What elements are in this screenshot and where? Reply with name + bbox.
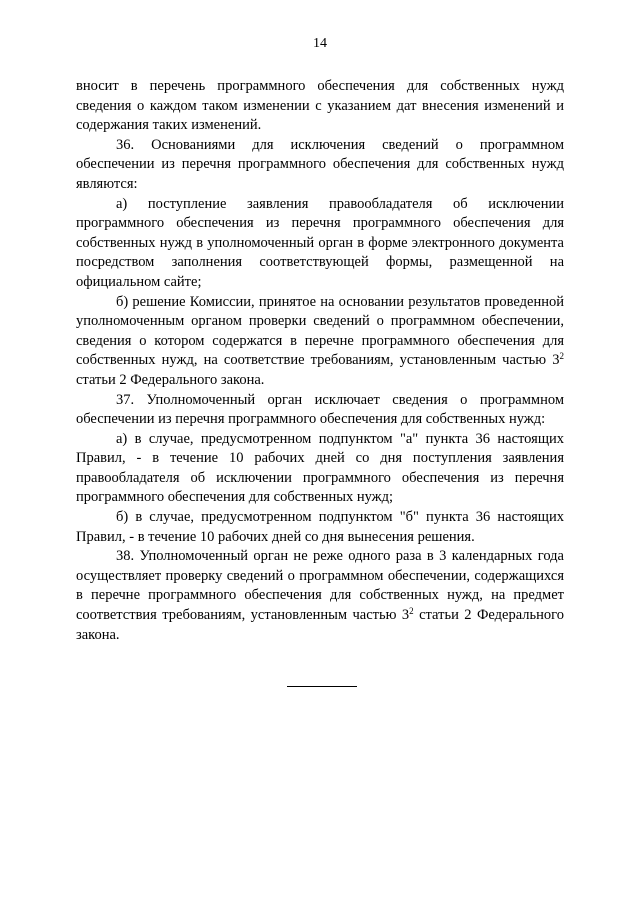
paragraph-36: 36. Основаниями для исключения сведений о программном обеспечении из перечня программного обеспечения для собственных нужд являются: (76, 136, 564, 192)
paragraph-38-tail: статьи 2 Федерального закона. (76, 607, 564, 643)
paragraph-37-a: а) в случае, предусмотренном подпунктом "а" пункта 36 настоящих Правил, - в течение 10 рабочих дней со дня поступления заявления правообладателя об исключении программного обеспечения из перечня программного обеспечения для собственных нужд; (76, 430, 564, 506)
paragraph-37: 37. Уполномоченный орган исключает сведения о программном обеспечении из перечня программного обеспечения для собственных нужд: (76, 391, 564, 428)
paragraph-37-b: б) в случае, предусмотренном подпунктом "б" пункта 36 настоящих Правил, - в течение 10 рабочих дней со дня вынесения решения. (76, 509, 564, 545)
paragraph-36-b (76, 293, 564, 391)
superscript: 2 (559, 351, 564, 362)
paragraph-38-text: 38. Уполномоченный орган не реже одного раза в 3 календарных года осуществляет проверку сведений о программном обеспечении, содержащихся в перечне программного обеспечения для собственных нужд, на предмет соответствия требованиям, установленным частью 3 (76, 548, 564, 624)
paragraph-36-b-text: б) решение Комиссии, принятое на основании результатов проведенной уполномоченным органом проверки сведений о программном обеспечении, сведения о котором содержатся в перечне программного обеспечения для собственных нужд, на соответствие требованиям, установленным частью 3 (76, 293, 564, 369)
page-number: 14 (313, 36, 327, 51)
paragraph-36-b-tail: статьи 2 Федерального закона. (76, 371, 265, 388)
superscript: 2 (409, 606, 414, 617)
document-body (76, 77, 564, 645)
paragraph-38 (76, 547, 564, 645)
end-of-document-rule (287, 686, 357, 687)
paragraph-continuation: вносит в перечень программного обеспечения для собственных нужд сведения о каждом таком изменении с указанием дат внесения изменений и содержания таких изменений. (76, 78, 564, 134)
paragraph-36-a: а) поступление заявления правообладателя об исключении программного обеспечения из перечня программного обеспечения для собственных нужд в уполномоченный орган в форме электронного документа посредством заполнения соответствующей формы, размещенной на официальном сайте; (76, 195, 564, 290)
